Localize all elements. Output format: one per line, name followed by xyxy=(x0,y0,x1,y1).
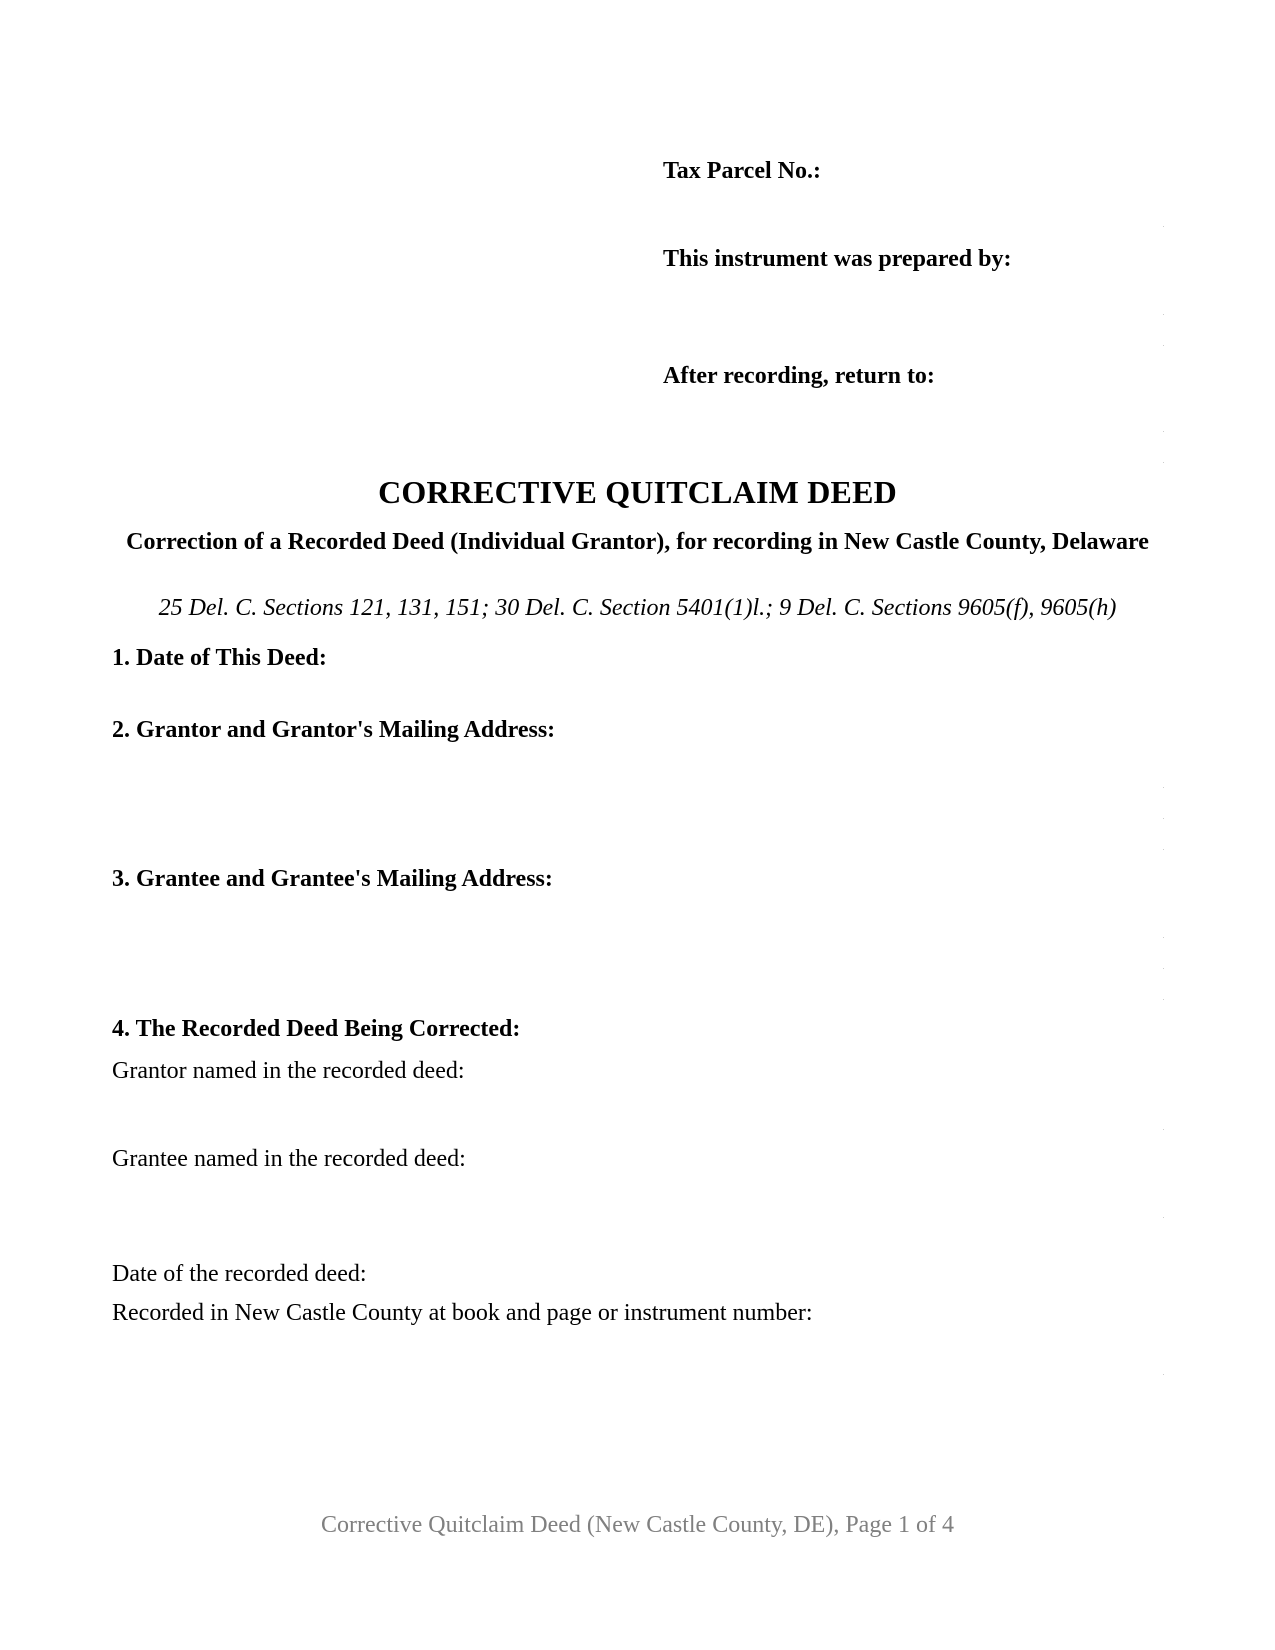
margin-mark xyxy=(1163,937,1164,938)
return-to-label: After recording, return to: xyxy=(663,363,935,389)
recorded-book-page-label: Recorded in New Castle County at book and page or instrument number: xyxy=(112,1300,813,1326)
statute-citation: 25 Del. C. Sections 121, 131, 151; 30 Del. C. Section 5401(1)l.; 9 Del. C. Sections 9605(f), 9605(h) xyxy=(158,595,1117,621)
margin-mark xyxy=(1163,999,1164,1000)
margin-mark xyxy=(1163,314,1164,315)
section-recorded-deed: 4. The Recorded Deed Being Corrected: xyxy=(112,1016,521,1042)
tax-parcel-label: Tax Parcel No.: xyxy=(663,158,821,184)
margin-mark xyxy=(1163,1129,1164,1130)
recorded-grantee-label: Grantee named in the recorded deed: xyxy=(112,1146,466,1172)
document-subtitle: Correction of a Recorded Deed (Individual Grantor), for recording in New Castle County, Delaware xyxy=(126,529,1149,555)
margin-mark xyxy=(1163,968,1164,969)
prepared-by-label: This instrument was prepared by: xyxy=(663,246,1012,272)
margin-mark xyxy=(1163,431,1164,432)
recorded-date-label: Date of the recorded deed: xyxy=(112,1261,367,1287)
margin-mark xyxy=(1163,345,1164,346)
margin-mark xyxy=(1163,1217,1164,1218)
section-grantor-address: 2. Grantor and Grantor's Mailing Address: xyxy=(112,717,556,743)
section-grantee-address: 3. Grantee and Grantee's Mailing Address: xyxy=(112,866,553,892)
margin-mark xyxy=(1163,226,1164,227)
document-title: CORRECTIVE QUITCLAIM DEED xyxy=(378,474,897,510)
margin-mark xyxy=(1163,462,1164,463)
page-footer: Corrective Quitclaim Deed (New Castle County, DE), Page 1 of 4 xyxy=(321,1512,954,1538)
recorded-grantor-label: Grantor named in the recorded deed: xyxy=(112,1058,465,1084)
margin-mark xyxy=(1163,849,1164,850)
margin-mark xyxy=(1163,818,1164,819)
section-date-of-deed: 1. Date of This Deed: xyxy=(112,645,327,671)
margin-mark xyxy=(1163,1374,1164,1375)
margin-mark xyxy=(1163,787,1164,788)
